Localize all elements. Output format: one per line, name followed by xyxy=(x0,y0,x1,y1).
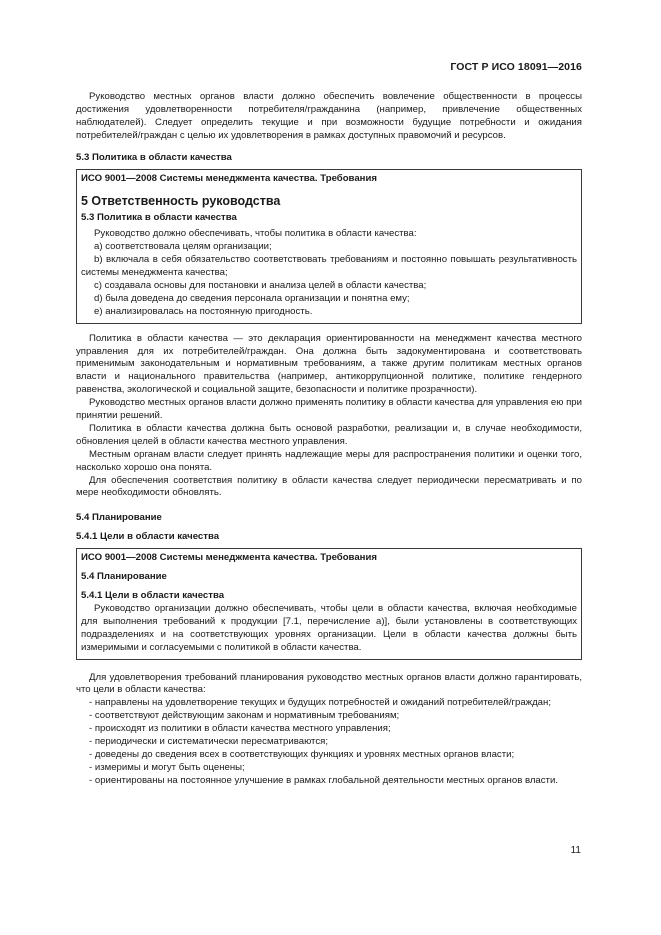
quote-heading-2: 5.4 Планирование xyxy=(81,571,167,583)
quote-text-2: Руководство организации должно обеспечивать, чтобы цели в области качества, включая необходимые для выполнения требований к продукции [7.1, перечисление а)], были установлены в соответствующих подразделениях и на соответствующих уровнях организации. Цели в области качества должны быть измеримыми и согласуемыми с политикой в области качества. xyxy=(81,602,577,653)
objective-item: - направлены на удовлетворение текущих и будущих потребностей и ожиданий потребителей/граждан; xyxy=(89,697,551,709)
section-5-4-1-heading: 5.4.1 Цели в области качества xyxy=(76,531,220,543)
section-5-4-heading: 5.4 Планирование xyxy=(76,512,162,524)
objective-item: - ориентированы на постоянное улучшение в рамках глобальной деятельности местных органов власти. xyxy=(89,774,558,786)
quote-lead: Руководство должно обеспечивать, чтобы политика в области качества: xyxy=(94,228,417,240)
standard-header: ГОСТ Р ИСО 18091—2016 xyxy=(450,61,582,73)
policy-paragraph-5: Для обеспечения соответствия политику в области качества следует периодически пересматривать и по мере необходимости обновлять. xyxy=(76,474,582,499)
objective-item: - периодически и систематически пересматриваются; xyxy=(89,736,329,748)
quote-item-a: а) соответствовала целям организации; xyxy=(94,241,272,253)
intro-paragraph: Руководство местных органов власти должно обеспечить вовлечение общественности в процессы достижения удовлетворенности потребителя/гражданина (например, привлечение общественных наблюдателей). Следует определить текущие и при возможности будущие потребности и ожидания потребителей/граждан с целью их удовлетворения в рамках доступных правомочий и ресурсов. xyxy=(76,91,582,141)
quote-source-2: ИСО 9001—2008 Системы менеджмента качества. Требования xyxy=(81,552,377,564)
policy-paragraph-1: Политика в области качества — это декларация ориентированности на менеджмент качества местного управления для их потребителей/граждан. Она должна быть задокументирована и соответствовать применимым законодательным и нормативным требованиям, а также другим политикам местных органов власти и национального правительства (например, антикоррупционной политике, политике гендерного равенства, экологической и социальной защите, безопасности и политике прозрачности). xyxy=(76,332,582,396)
policy-paragraph-3: Политика в области качества должна быть основой разработки, реализации и, в случае необходимости, обновления целей в области качества местного управления. xyxy=(76,422,582,447)
quote-chapter: 5 Ответственность руководства xyxy=(81,194,281,209)
quote-item-e: е) анализировалась на постоянную пригодность. xyxy=(94,305,313,317)
objective-item: - соответствуют действующим законам и нормативным требованиям; xyxy=(89,710,400,722)
quote-item-b: b) включала в себя обязательство соответствовать требованиям и постоянно повышать результативность системы менеджмента качества; xyxy=(81,254,577,278)
policy-paragraph-2: Руководство местных органов власти должно применять политику в области качества для управления ею при принятии решений. xyxy=(76,397,582,422)
iso-quote-box-5-3 xyxy=(76,169,582,324)
objective-item: - измеримы и могут быть оценены; xyxy=(89,761,245,773)
policy-paragraph-4: Местным органам власти следует принять надлежащие меры для распространения политики и оценки того, насколько хорошо она понята. xyxy=(76,448,582,473)
quote-subheading-2: 5.4.1 Цели в области качества xyxy=(81,590,225,601)
page-number: 11 xyxy=(570,845,581,856)
page-content xyxy=(76,91,582,788)
objective-item: - доведены до сведения всех в соответствующих функциях и уровнях местных органов власти; xyxy=(89,748,515,760)
objectives-lead: Для удовлетворения требований планирования руководство местных органов власти должно гарантировать, что цели в области качества: xyxy=(76,671,582,696)
objective-item: - происходят из политики в области качества местного управления; xyxy=(89,723,391,735)
quote-subheading: 5.3 Политика в области качества xyxy=(81,212,237,224)
quote-item-c: с) создавала основы для постановки и анализа целей в области качества; xyxy=(94,279,427,291)
quote-item-d: d) была доведена до сведения персонала организации и понятна ему; xyxy=(94,292,410,304)
section-5-3-heading: 5.3 Политика в области качества xyxy=(76,151,232,163)
iso-quote-box-5-4 xyxy=(76,548,582,659)
quote-source: ИСО 9001—2008 Системы менеджмента качества. Требования xyxy=(81,172,377,184)
